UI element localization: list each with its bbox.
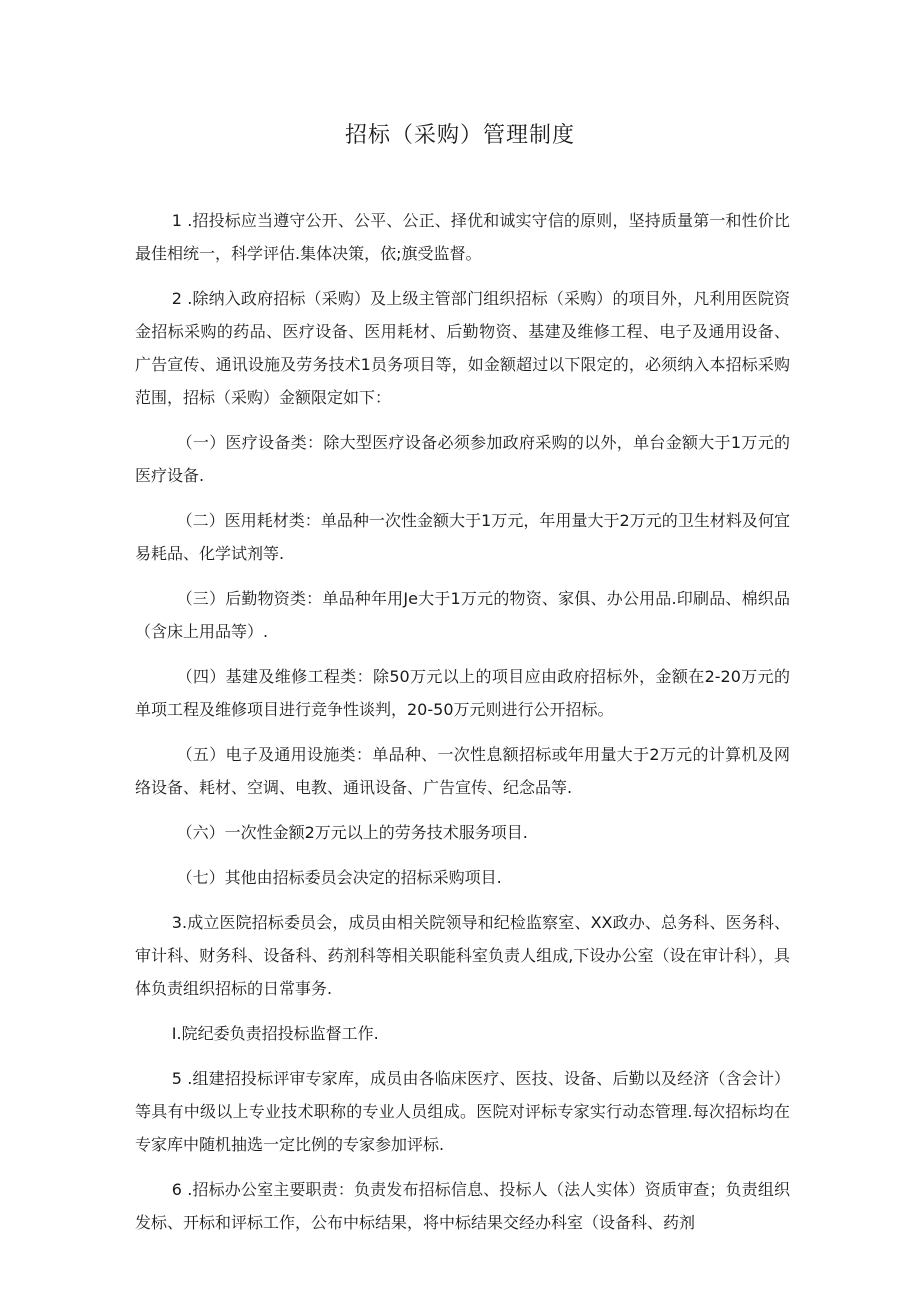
paragraph-6-office-duties: 6 .招标办公室主要职责：负责发布招标信息、投标人（法人实体）资质审查；负责组织发标、开标和评标工作，公布中标结果，将中标结果交经办科室（设备科、药剂 xyxy=(135,1180,790,1232)
document-body xyxy=(135,204,790,1239)
document-title: 招标（采购）管理制度 xyxy=(344,123,575,148)
paragraph-4-supervision: I.院纪委负责招投标监督工作. xyxy=(171,1024,379,1043)
clause-medical-consumables: （二）医用耗材类：单品种一次性金额大于1万元，年用量大于2万元的卫生材料及何宜易耗品、化学试剂等. xyxy=(135,511,790,563)
clause-medical-equipment: （一）医疗设备类：除大型医疗设备必须参加政府采购的以外，单台金额大于1万元的医疗设备. xyxy=(135,433,790,485)
clause-construction-repair: （四）基建及维修工程类：除50万元以上的项目应由政府招标外，金额在2-20万元的单项工程及维修项目进行竞争性谈判，20-50万元则进行公开招标。 xyxy=(135,667,790,719)
paragraph-1-principles: 1 .招投标应当遵守公开、公平、公正、择优和诚实守信的原则，坚持质量第一和性价比最佳相统一，科学评估.集体决策，依;旗受监督。 xyxy=(135,211,790,263)
paragraph-5-expert-pool: 5 .组建招投标评审专家库，成员由各临床医疗、医技、设备、后勤以及经济（含会计）等具有中级以上专业技术职称的专业人员组成。医院对评标专家实行动态管理.每次招标均在专家库中随机抽选一定比例的专家参加评标. xyxy=(135,1069,790,1154)
clause-other-projects: （七）其他由招标委员会决定的招标采购项目. xyxy=(176,868,502,887)
clause-labor-services: （六）一次性金额2万元以上的劳务技术服务项目. xyxy=(176,823,528,842)
clause-logistics-supplies: （三）后勤物资类：单品种年用Je大于1万元的物资、家俱、办公用品.印刷品、棉织品（含床上用品等）. xyxy=(135,589,790,641)
clause-electronic-equipment: （五）电子及通用设施类：单品种、一次性息额招标或年用量大于2万元的计算机及网络设备、耗材、空调、电教、通讯设备、广告宣传、纪念品等. xyxy=(135,745,790,797)
paragraph-2-scope: 2 .除纳入政府招标（采购）及上级主管部门组织招标（采购）的项目外，凡利用医院资金招标采购的药品、医疗设备、医用耗材、后勤物资、基建及维修工程、电子及通用设备、广告宣传、通讯设施及劳务技术1员务项目等，如金额超过以下限定的，必须纳入本招标采购范围，招标（采购）金额限定如下： xyxy=(135,289,790,407)
paragraph-3-committee: 3.成立医院招标委员会，成员由相关院领导和纪检监察室、XX政办、总务科、医务科、审计科、财务科、设备科、药剂科等相关职能科室负责人组成,下设办公室（设在审计科），具体负责组织招标的日常事务. xyxy=(135,913,790,998)
